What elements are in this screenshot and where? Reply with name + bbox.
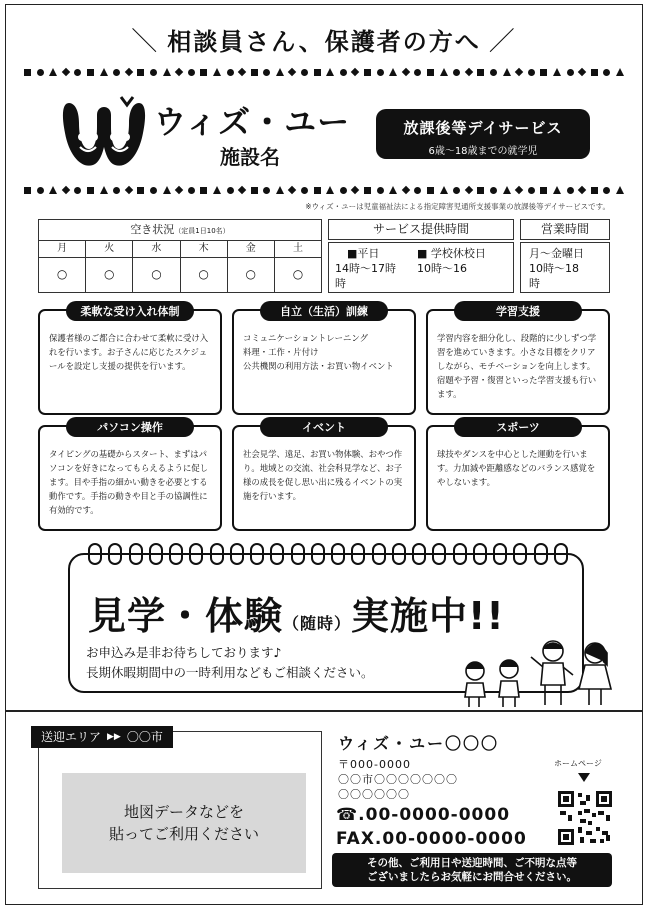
decor-shape-icon: [301, 69, 308, 76]
decor-shape-icon: [288, 186, 296, 194]
ring-icon: [230, 543, 244, 565]
decor-shape-icon: [377, 69, 384, 76]
qr-code-icon[interactable]: [558, 791, 612, 845]
ring-icon: [351, 543, 365, 565]
decor-shape-icon: [87, 69, 94, 76]
ring-icon: [412, 543, 426, 565]
availability-title: 空き状況: [130, 223, 175, 236]
zip-code: 〒000-0000: [338, 758, 411, 771]
ring-icon: [392, 543, 406, 565]
decor-shape-icon: [163, 186, 171, 194]
decor-shape-icon: [440, 68, 448, 76]
decor-shape-icon: [113, 69, 120, 76]
decor-shape-icon: [389, 186, 397, 194]
area-city: 〇〇市: [126, 730, 163, 744]
feature-title: 柔軟な受け入れ体制: [66, 301, 194, 321]
ring-icon: [554, 543, 568, 565]
fax-number: FAX.00-0000-0000: [336, 829, 527, 849]
decor-shape-icon: [74, 69, 81, 76]
decor-shape-icon: [427, 69, 434, 76]
decor-shape-icon: [477, 69, 484, 76]
map-line-2: 貼ってご利用ください: [108, 825, 259, 843]
decor-shape-icon: [100, 68, 108, 76]
decor-shape-icon: [227, 187, 234, 194]
homepage-label: ホームページ: [554, 759, 602, 768]
decor-shape-icon: [465, 68, 473, 76]
decor-shape-icon: [100, 186, 108, 194]
decor-shape-icon: [113, 187, 120, 194]
promo-line-2: 長期休暇期間中の一時利用などもご相談ください。: [86, 665, 374, 680]
decor-shape-icon: [440, 186, 448, 194]
ring-icon: [372, 543, 386, 565]
decor-shape-icon: [528, 187, 535, 194]
feature-title: イベント: [260, 417, 388, 437]
day-wed: 水: [133, 241, 180, 257]
header-title-row: [6, 21, 642, 58]
service-title: 放課後等デイサービス: [403, 119, 563, 137]
decor-shape-icon: [87, 187, 94, 194]
decor-shape-icon: [137, 69, 144, 76]
decor-shape-icon: [163, 68, 171, 76]
ring-icon: [149, 543, 163, 565]
feature-card-independence: [232, 305, 416, 415]
availability-header: [39, 220, 321, 241]
promo-headline-a: 見学・体験: [88, 594, 284, 638]
contact-bar-line-1: その他、ご利用日や送迎時間、ご不明な点等: [367, 857, 577, 869]
address-line-1: 〇〇市〇〇〇〇〇〇〇: [338, 773, 458, 786]
decor-shape-icon: [326, 186, 334, 194]
feature-card-flexible: [38, 305, 222, 415]
company-name: ウィズ・ユー〇〇〇: [338, 734, 500, 753]
decor-shape-icon: [238, 186, 246, 194]
decor-shape-icon: [453, 187, 460, 194]
decor-shape-icon: [200, 187, 207, 194]
availability-marks: [39, 258, 321, 292]
decor-shape-icon: [515, 68, 523, 76]
decor-shape-icon: [340, 187, 347, 194]
decor-shape-icon: [578, 186, 586, 194]
decor-shape-icon: [175, 186, 183, 194]
ring-icon: [129, 543, 143, 565]
contact-message-bar: [332, 853, 612, 887]
business-hours-body: [520, 242, 610, 293]
promo-lines: [86, 643, 374, 683]
decor-shape-icon: [263, 187, 270, 194]
decor-shape-icon: [62, 68, 70, 76]
decor-shape-icon: [427, 187, 434, 194]
brand-name: ウィズ・ユー: [154, 103, 351, 141]
area-label-text: 送迎エリア: [41, 730, 102, 744]
feature-text: 保護者様のご都合に合わせて柔軟に受け入れを行います。お子さんに応じたスケジュールを設定し支援の提供を行います。: [49, 333, 209, 371]
decor-shape-icon: [465, 186, 473, 194]
decor-shape-icon: [603, 187, 610, 194]
slash-right-icon: ／: [488, 27, 517, 57]
decor-shape-icon: [490, 187, 497, 194]
decor-shape-icon: [150, 69, 157, 76]
decor-shape-icon: [137, 187, 144, 194]
mark-mon: ○: [39, 258, 86, 292]
ring-icon: [88, 543, 102, 565]
flyer-page: [5, 4, 643, 905]
service-time-suffix: 時: [335, 277, 346, 290]
decor-shape-icon: [326, 68, 334, 76]
decorative-shapes-top: [24, 67, 624, 77]
address-block: [338, 757, 458, 802]
children-illustration-icon: [461, 631, 621, 711]
decor-shape-icon: [567, 187, 574, 194]
decor-shape-icon: [503, 186, 511, 194]
day-fri: 金: [228, 241, 275, 257]
holiday-label: ■ 学校休校日: [417, 247, 486, 260]
service-hours-body: [328, 242, 514, 293]
promo-headline-b: 実施中!!: [351, 594, 505, 638]
promo-headline: [88, 585, 505, 640]
notebook-rings: [88, 543, 568, 567]
service-hours-title: サービス提供時間: [328, 219, 514, 240]
decor-shape-icon: [515, 186, 523, 194]
feature-title: パソコン操作: [66, 417, 194, 437]
decor-shape-icon: [188, 187, 195, 194]
phone-number: ☎.00-0000-0000: [336, 805, 511, 825]
decor-shape-icon: [364, 69, 371, 76]
decor-shape-icon: [251, 69, 258, 76]
decor-shape-icon: [301, 187, 308, 194]
decor-shape-icon: [616, 68, 624, 76]
availability-capacity: （定員1日10名）: [174, 227, 230, 235]
day-sat: 土: [292, 243, 303, 254]
decor-shape-icon: [49, 68, 57, 76]
section-divider: [6, 710, 642, 712]
decor-shape-icon: [591, 187, 598, 194]
decor-shape-icon: [24, 69, 31, 76]
promo-line-1: お申込み是非お待ちしております♪: [86, 645, 282, 660]
ring-icon: [473, 543, 487, 565]
day-thu: 木: [181, 241, 228, 257]
mark-sat: ○: [292, 267, 304, 281]
feature-card-study: [426, 305, 610, 415]
decor-shape-icon: [125, 186, 133, 194]
ring-icon: [311, 543, 325, 565]
decorative-shapes-bottom: [24, 185, 624, 195]
ring-icon: [493, 543, 507, 565]
decor-shape-icon: [567, 69, 574, 76]
decor-shape-icon: [288, 68, 296, 76]
decor-shape-icon: [213, 68, 221, 76]
decor-shape-icon: [414, 187, 421, 194]
ring-icon: [210, 543, 224, 565]
mark-fri: ○: [228, 258, 275, 292]
address-line-2: 〇〇〇〇〇〇: [338, 788, 410, 801]
decor-shape-icon: [213, 186, 221, 194]
decor-shape-icon: [276, 68, 284, 76]
decor-shape-icon: [603, 69, 610, 76]
decor-shape-icon: [503, 68, 511, 76]
down-arrow-icon: [578, 773, 590, 782]
decor-shape-icon: [24, 187, 31, 194]
feature-card-computer: [38, 421, 222, 531]
decor-shape-icon: [150, 187, 157, 194]
facility-name: 施設名: [220, 145, 280, 169]
ring-icon: [291, 543, 305, 565]
mark-tue: ○: [86, 258, 133, 292]
decor-shape-icon: [402, 68, 410, 76]
decor-shape-icon: [591, 69, 598, 76]
decor-shape-icon: [200, 69, 207, 76]
feature-text: 球技やダンスを中心とした運動を行います。力加減や距離感などのバランス感覚をやしないます。: [437, 449, 596, 487]
day-mon: 月: [39, 241, 86, 257]
decor-shape-icon: [351, 186, 359, 194]
availability-table: [38, 219, 322, 293]
ring-icon: [432, 543, 446, 565]
feature-title: スポーツ: [454, 417, 582, 437]
ring-icon: [250, 543, 264, 565]
decor-shape-icon: [377, 187, 384, 194]
decor-shape-icon: [540, 69, 547, 76]
decor-shape-icon: [314, 187, 321, 194]
decor-shape-icon: [578, 68, 586, 76]
weekday-time: 14時～17時: [335, 262, 396, 275]
availability-days: [39, 241, 321, 258]
map-placeholder: [62, 773, 306, 873]
decor-shape-icon: [125, 68, 133, 76]
service-hours: [328, 219, 514, 293]
ring-icon: [453, 543, 467, 565]
decor-shape-icon: [227, 69, 234, 76]
business-hours-title: 営業時間: [520, 219, 610, 240]
weekday-label: ■平日: [347, 247, 380, 260]
logo-icon: [61, 93, 147, 173]
service-subtitle: 6歳～18歳までの就学児: [428, 146, 538, 157]
decor-shape-icon: [188, 69, 195, 76]
feature-title: 自立（生活）訓練: [260, 301, 388, 321]
slash-left-icon: ＼: [131, 27, 160, 57]
decor-shape-icon: [37, 187, 44, 194]
holiday-time: 10時～16: [417, 262, 467, 275]
legal-note: ※ウィズ・ユーは児童福祉法による指定障害児通所支援事業の放課後等デイサービスです。: [305, 202, 610, 211]
decor-shape-icon: [276, 186, 284, 194]
map-line-1: 地図データなどを: [123, 803, 244, 821]
feature-text: コミュニケーショントレーニング 料理・工作・片付け 公共機関の利用方法・お買い物イベント: [243, 333, 394, 371]
feature-text: 社会見学、遠足、お買い物体験、おやつ作り。地域との交流、社会科見学など、お子様の成長を促し思い出に残るイベントの実施を行います。: [243, 449, 403, 501]
decor-shape-icon: [477, 187, 484, 194]
decor-shape-icon: [553, 68, 561, 76]
decor-shape-icon: [314, 69, 321, 76]
decor-shape-icon: [616, 186, 624, 194]
decor-shape-icon: [37, 69, 44, 76]
mark-thu: ○: [181, 258, 228, 292]
ring-icon: [270, 543, 284, 565]
service-badge: [376, 109, 590, 159]
mark-wed: ○: [133, 258, 180, 292]
ring-icon: [331, 543, 345, 565]
decor-shape-icon: [74, 187, 81, 194]
ring-icon: [189, 543, 203, 565]
business-time-suffix: 時: [529, 277, 540, 290]
decor-shape-icon: [414, 69, 421, 76]
promo-headline-small: （随時）: [283, 614, 352, 633]
decor-shape-icon: [389, 68, 397, 76]
ring-icon: [108, 543, 122, 565]
business-days: 月～金曜日: [529, 247, 584, 260]
pickup-area-label: [31, 726, 173, 748]
feature-text: 学習内容を細分化し、段階的に少しずつ学習を進めていきます。小さな目標をクリアしながら、モチベーションを向上します。宿題や予習・復習といった学習支援も行います。: [437, 333, 597, 399]
double-arrow-icon: ▶▶: [107, 732, 121, 742]
decor-shape-icon: [238, 68, 246, 76]
business-time: 10時～18: [529, 262, 579, 275]
decor-shape-icon: [351, 68, 359, 76]
decor-shape-icon: [62, 186, 70, 194]
decor-shape-icon: [175, 68, 183, 76]
business-hours: [520, 219, 610, 293]
decor-shape-icon: [490, 69, 497, 76]
decor-shape-icon: [340, 69, 347, 76]
decor-shape-icon: [49, 186, 57, 194]
decor-shape-icon: [263, 69, 270, 76]
decor-shape-icon: [402, 186, 410, 194]
decor-shape-icon: [364, 187, 371, 194]
day-tue: 火: [86, 241, 133, 257]
contact-bar-line-2: ございましたらお気軽にお問合せください。: [367, 871, 577, 883]
decor-shape-icon: [553, 186, 561, 194]
ring-icon: [169, 543, 183, 565]
decor-shape-icon: [453, 69, 460, 76]
ring-icon: [534, 543, 548, 565]
ring-icon: [513, 543, 527, 565]
decor-shape-icon: [540, 187, 547, 194]
feature-title: 学習支援: [454, 301, 582, 321]
decor-shape-icon: [251, 187, 258, 194]
decor-shape-icon: [528, 69, 535, 76]
feature-card-event: [232, 421, 416, 531]
feature-card-sports: [426, 421, 610, 531]
feature-text: タイピングの基礎からスタート、まずはパソコンを好きになってもらえるように促します。目や手指の細かい動きを必要とする動作です。手指の動きや目と手の協調性に有効的です。: [49, 449, 208, 515]
header-title: 相談員さん、保護者の方へ: [167, 28, 481, 56]
